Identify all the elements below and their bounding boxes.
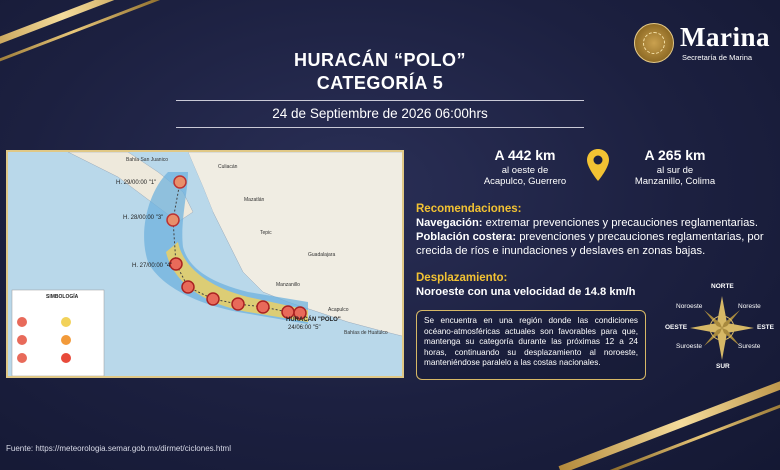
map-storm-label: HURACÁN "POLO" <box>286 317 341 323</box>
map-storm-time: 24/06:00 "5" <box>288 325 321 331</box>
distance-acapulco-value: A 442 km <box>494 147 556 163</box>
recommendations-heading: Recomendaciones: <box>416 203 522 215</box>
recommendation-coast <box>416 231 780 258</box>
map-city-label: Acapulco <box>328 307 349 313</box>
hurricane-title: HURACÁN “POLO” <box>294 50 466 70</box>
map-city-label: Manzanillo <box>276 282 300 288</box>
coast-label: Población costera: <box>416 231 517 243</box>
compass-southeast: Sureste <box>738 343 761 350</box>
distance-manzanillo-place: Manzanillo, Colima <box>634 176 716 187</box>
movement-text: Noroeste con una velocidad de 14.8 km/h <box>416 286 636 298</box>
distance-acapulco <box>470 147 580 187</box>
map-city-label: Culiacán <box>218 164 238 170</box>
map-city-label: Guadalajara <box>308 252 336 258</box>
map-forecast-label: H. 29/00:00 "1" <box>116 180 157 186</box>
map-city-label: Mazatlán <box>244 197 265 203</box>
divider-top <box>176 100 584 101</box>
navigation-text: extremar prevenciones y precauciones reglamentarias. <box>482 217 759 229</box>
report-date: 24 de Septiembre de 2026 06:00hrs <box>272 106 488 121</box>
compass-southwest: Suroeste <box>676 343 703 350</box>
forecast-info-box: Se encuentra en una región donde las condiciones océano-atmosféricas actuales son favorables para que, mantenga su categoría durante las próximas 12 a 24 horas, continuando su desplazamiento al noroeste, manteniéndose paralelo a las costas nacionales. <box>416 310 646 380</box>
hurricane-track-map <box>6 150 404 378</box>
compass-rose <box>660 283 780 373</box>
distance-manzanillo-dir: al sur de <box>656 165 694 176</box>
compass-south: SUR <box>716 363 730 370</box>
movement-heading: Desplazamiento: <box>416 272 508 284</box>
location-pin-icon <box>586 148 610 187</box>
map-legend-title: SIMBOLOGÍA <box>46 294 79 300</box>
brand-subtitle: Secretaría de Marina <box>682 53 753 62</box>
hurricane-category: CATEGORÍA 5 <box>316 73 444 93</box>
compass-northwest: Noroeste <box>676 303 703 310</box>
coast-text: prevenciones y precauciones reglamentarias, por crecida de ríos e inundaciones y deslaves en zonas bajas. <box>416 231 764 257</box>
marina-seal-logo <box>634 23 674 63</box>
brand-name: Marina <box>680 22 770 52</box>
distance-manzanillo <box>620 147 730 187</box>
map-svg <box>8 152 404 378</box>
divider-bottom <box>176 127 584 128</box>
compass-north: NORTE <box>711 283 734 290</box>
distance-acapulco-place: Acapulco, Guerrero <box>483 176 567 187</box>
compass-east: ESTE <box>757 324 774 331</box>
recommendation-navigation <box>416 217 780 231</box>
gold-band-bottom-right <box>559 373 780 470</box>
map-forecast-label: H. 28/00:00 "3" <box>123 215 164 221</box>
map-city-label: Bahía San Juanico <box>126 157 168 163</box>
compass-west: OESTE <box>665 324 688 331</box>
distance-manzanillo-value: A 265 km <box>644 147 706 163</box>
gold-stripe-bottom-right <box>609 398 780 470</box>
map-city-label: Tepic <box>260 230 272 236</box>
distance-acapulco-dir: al oeste de <box>501 165 549 176</box>
source-footer: Fuente: https://meteorologia.semar.gob.mx/dirmet/ciclones.html <box>6 444 231 453</box>
navigation-label: Navegación: <box>416 217 483 229</box>
map-city-label: Bahías de Huatulco <box>344 330 388 336</box>
compass-northeast: Noreste <box>738 303 761 310</box>
map-forecast-label: H. 27/00:00 "4" <box>132 263 173 269</box>
